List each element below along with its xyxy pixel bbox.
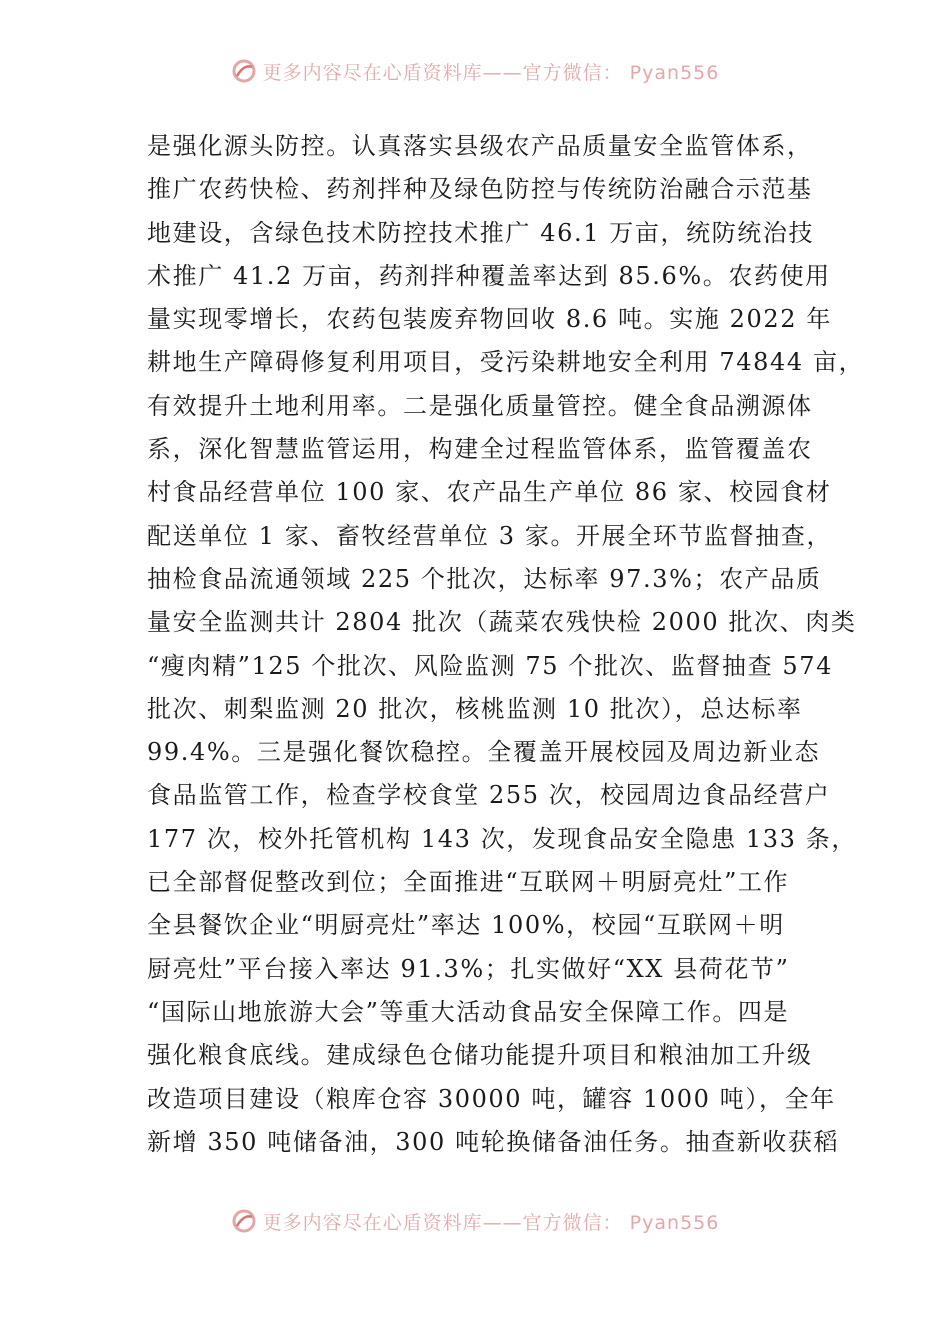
logo-icon (231, 1208, 257, 1234)
text-line: “国际山地旅游大会”等重大活动食品安全保障工作。四是 (147, 997, 790, 1026)
text-line: 177 次，校外托管机构 143 次，发现食品安全隐患 133 条， (147, 824, 857, 853)
text-line: 量安全监测共计 2804 批次（蔬菜农残快检 2000 批次、肉类 (147, 608, 857, 637)
text-line: 厨亮灶”平台接入率达 91.3%；扎实做好“XX 县荷花节” (147, 954, 790, 983)
text-line: 新增 350 吨储备油，300 吨轮换储备油任务。抽查新收获稻 (147, 1127, 840, 1156)
watermark-text: 更多内容尽在心盾资料库——官方微信： Pyan556 (262, 61, 720, 84)
text-line: 有效提升土地利用率。二是强化质量管控。健全食品溯源体 (147, 391, 813, 420)
text-line: 强化粮食底线。建成绿色仓储功能提升项目和粮油加工升级 (147, 1041, 813, 1070)
text-line: 地建设，含绿色技术防控技术推广 46.1 万亩，统防统治技 (147, 218, 815, 247)
text-line: 全县餐饮企业“明厨亮灶”率达 100%，校园“互联网＋明 (147, 911, 785, 940)
text-line: “瘦肉精”125 个批次、风险监测 75 个批次、监督抽查 574 (147, 651, 834, 680)
text-line: 量实现零增长，农药包装废弃物回收 8.6 吨。实施 2022 年 (147, 305, 832, 334)
document-body (147, 125, 865, 1164)
text-line: 改造项目建设（粮库仓容 30000 吨，罐容 1000 吨），全年 (147, 1084, 836, 1113)
text-line: 术推广 41.2 万亩，药剂拌种覆盖率达到 85.6%。农药使用 (147, 261, 831, 290)
logo-icon (231, 58, 257, 84)
text-line: 耕地生产障碍修复利用项目，受污染耕地安全利用 74844 亩， (147, 348, 865, 377)
text-line: 批次、刺梨监测 20 批次，核桃监测 10 批次），总达标率 (147, 694, 803, 723)
watermark-top (0, 56, 950, 86)
text-line: 村食品经营单位 100 家、农产品生产单位 86 家、校园食材 (147, 478, 832, 507)
text-line: 推广农药快检、药剂拌种及绿色防控与传统防治融合示范基 (147, 175, 813, 204)
watermark-bottom (0, 1206, 950, 1236)
text-line: 是强化源头防控。认真落实县级农产品质量安全监管体系， (147, 132, 813, 160)
text-line: 抽检食品流通领域 225 个批次，达标率 97.3%；农产品质 (147, 564, 822, 593)
text-line: 99.4%。三是强化餐饮稳控。全覆盖开展校园及周边新业态 (147, 738, 821, 767)
watermark-text: 更多内容尽在心盾资料库——官方微信： Pyan556 (262, 1211, 720, 1234)
text-line: 已全部督促整改到位；全面推进“互联网＋明厨亮灶”工作 (147, 868, 790, 897)
text-line: 配送单位 1 家、畜牧经营单位 3 家。开展全环节监督抽查， (147, 521, 833, 550)
text-line: 系，深化智慧监管运用，构建全过程监管体系，监管覆盖农 (147, 435, 813, 464)
text-line: 食品监管工作，检查学校食堂 255 次，校园周边食品经营户 (147, 781, 831, 810)
